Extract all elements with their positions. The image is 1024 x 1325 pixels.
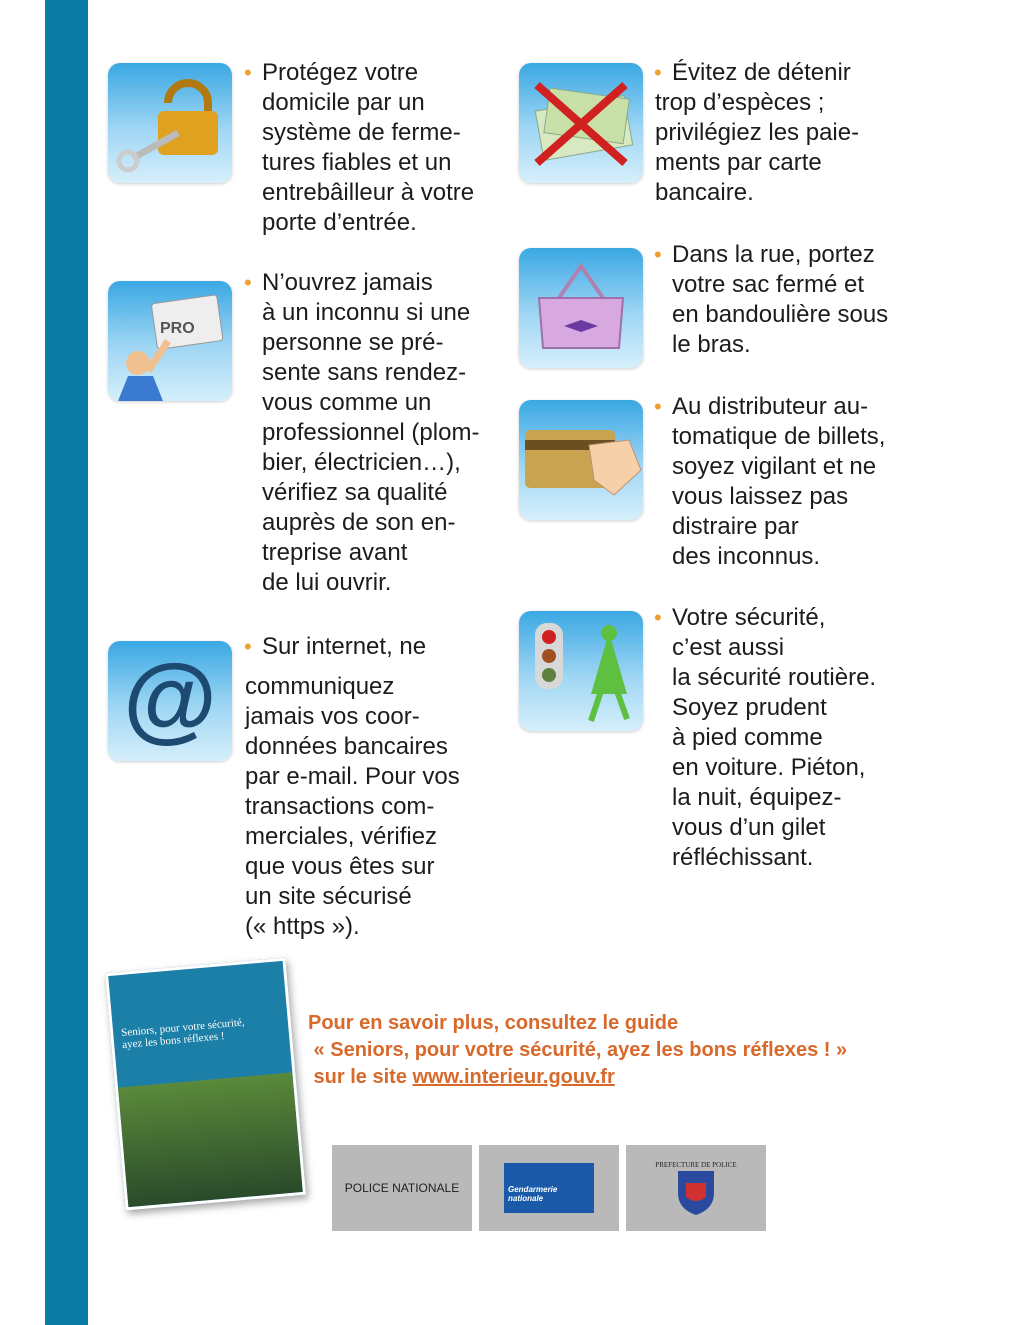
bullet: •: [654, 60, 662, 85]
prefecture-police-logo: [626, 1145, 766, 1231]
guide-cover-image: [105, 958, 306, 1211]
bullet: •: [244, 270, 252, 295]
bank-card-icon: [519, 400, 643, 520]
crossed-cash-icon: [519, 63, 643, 183]
guide-link[interactable]: www.interieur.gouv.fr: [412, 1066, 615, 1088]
guide-info: [308, 1010, 847, 1091]
traffic-light-pedestrian-icon: [519, 611, 643, 731]
tip-stranger-text: N’ouvrez jamais à un inconnu si une personne se pré- sente sans rendez- vous comme un professionnel (plom- bier, électricien…), vérifiez sa qualité auprès de son en- treprise avant de lui ouvrir.: [262, 269, 480, 596]
tip-atm-text: Au distributeur au- tomatique de billets, soyez vigilant et ne vous laissez pas distraire par des inconnus.: [672, 393, 886, 570]
guide-line3: sur le site: [308, 1066, 413, 1088]
bullet: •: [244, 60, 252, 85]
police-nationale-logo: [332, 1145, 472, 1231]
bullet: •: [654, 242, 662, 267]
gendarmerie-logo: [479, 1145, 619, 1231]
handbag-icon: [519, 248, 643, 368]
side-bar: [45, 0, 88, 1325]
svg-text:@: @: [123, 645, 217, 752]
tip-internet-first-line: Sur internet, ne: [262, 633, 427, 660]
padlock-icon: [108, 63, 232, 183]
shield-icon: [676, 1169, 716, 1215]
bullet: •: [244, 634, 252, 659]
professional-card-icon: [108, 281, 232, 401]
bullet: •: [654, 394, 662, 419]
police-logo-text: POLICE NATIONALE: [344, 1181, 460, 1195]
prefecture-logo-text: PREFECTURE DE POLICE: [655, 1161, 737, 1169]
tip-internet-text: communiquez jamais vos coor- données bancaires par e-mail. Pour vos transactions com- merciales, vérifiez que vous êtes sur un site sécurisé (« https »).: [245, 673, 460, 940]
svg-text:PRO: PRO: [160, 320, 195, 337]
tip-cash-first-line: Évitez de détenir: [672, 59, 851, 86]
at-sign-icon: [108, 641, 232, 761]
gendarmerie-logo-text: Gendarmerie nationale: [504, 1163, 594, 1213]
tip-cash-text: trop d’espèces ; privilégiez les paie- ments par carte bancaire.: [655, 89, 860, 206]
guide-cover-title: Seniors, pour votre sécurité, ayez les bons réflexes !: [120, 1016, 246, 1052]
guide-line2: « Seniors, pour votre sécurité, ayez les bons réflexes ! »: [308, 1039, 848, 1061]
tip-road-text: Votre sécurité, c’est aussi la sécurité routière. Soyez prudent à pied comme en voiture. Piéton, la nuit, équipez- vous d’un gilet réfléchissant.: [672, 604, 877, 871]
guide-line1: Pour en savoir plus, consultez le guide: [308, 1012, 679, 1034]
bullet: •: [654, 605, 662, 630]
tip-bag-text: Dans la rue, portez votre sac fermé et en bandoulière sous le bras.: [672, 241, 889, 358]
tip-lock-text: Protégez votre domicile par un système de ferme- tures fiables et un entrebâilleur à votre porte d’entrée.: [262, 59, 475, 236]
